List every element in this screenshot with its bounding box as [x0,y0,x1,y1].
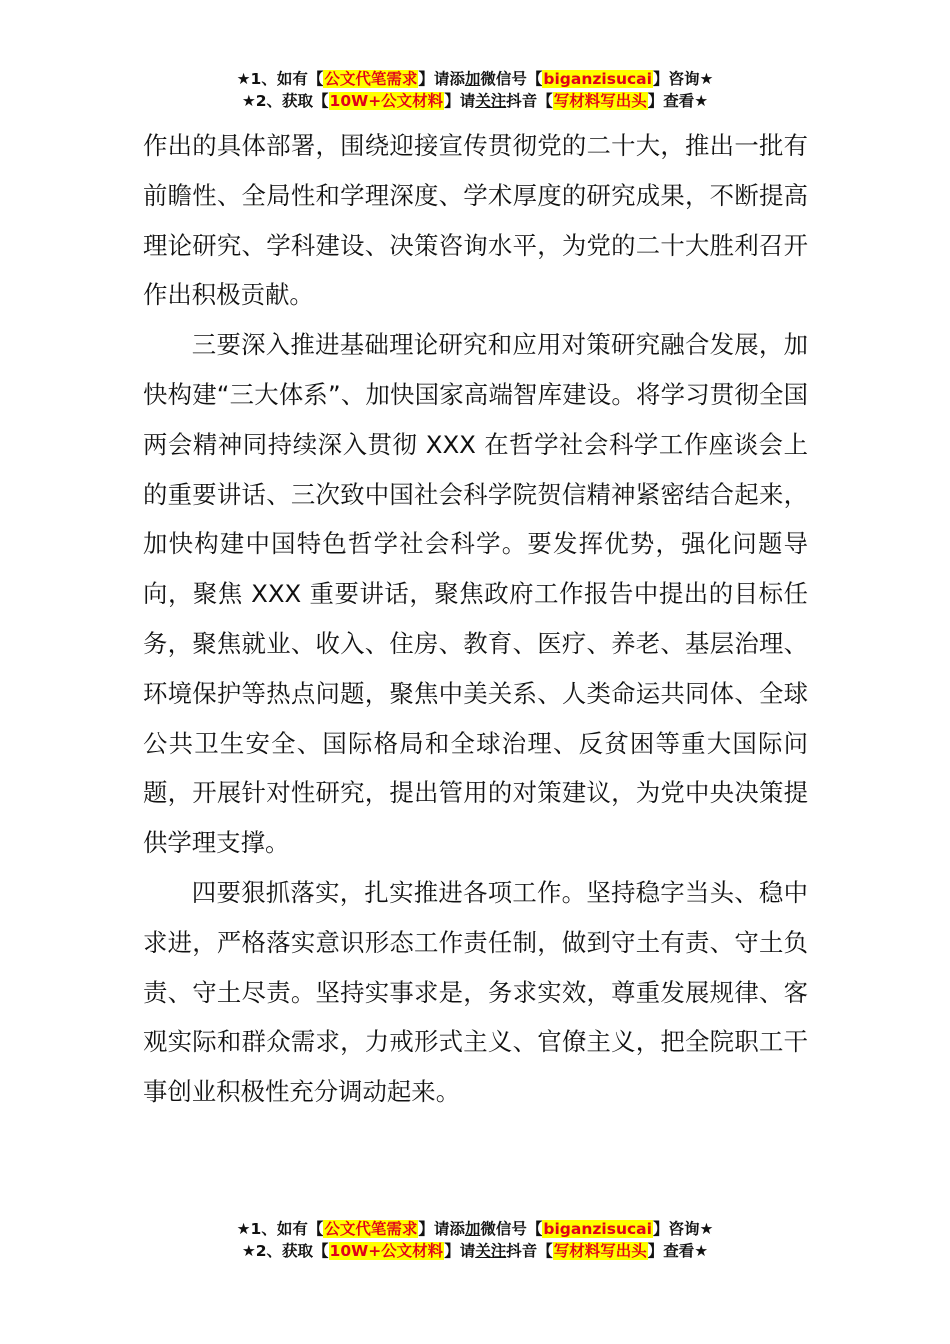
document-body [143,121,808,1117]
paragraph-continuation: 作出的具体部署，围绕迎接宣传贯彻党的二十大，推出一批有前瞻性、全局性和学理深度、学术厚度的研究成果，不断提高理论研究、学科建设、决策咨询水平，为党的二十大胜利召开作出积极贡献。 [143,131,808,310]
banner-text: 】请 [444,92,476,110]
banner-text: 】咨询★ [652,70,714,88]
highlight-douyin-name: 写材料写出头 [553,1242,647,1260]
banner-text: 微信号【 [480,1220,543,1238]
banner-text: ★1、如有【 [236,1220,324,1238]
banner-text-underlined: 加 [464,1220,481,1238]
highlight-wechat-id: biganzisucai [543,1220,652,1238]
paragraph-point-three: 三要深入推进基础理论研究和应用对策研究融合发展，加快构建“三大体系”、加快国家高端智库建设。将学习贯彻全国两会精神同持续深入贯彻 XXX 在哲学社会科学工作座谈会上的重要讲话、三次致中国社会科学院贺信精神紧密结合起来，加快构建中国特色哲学社会科学。要发挥优势，强化问题导向，聚焦 XXX 重要讲话，聚焦政府工作报告中提出的目标任务，聚焦就业、收入、住房、教育、医疗、养老、基层治理、环境保护等热点问题，聚焦中美关系、人类命运共同体、全球公共卫生安全、国际格局和全球治理、反贫困等重大国际问题，开展针对性研究，提出管用的对策建议，为党中央决策提供学理支撑。 [143,330,808,858]
banner-line-1 [0,1218,950,1240]
top-banner [0,68,950,112]
highlight-service: 公文代笔需求 [324,70,418,88]
banner-text-underlined: 关注 [475,1242,507,1260]
banner-text-underlined: 关注 [475,92,507,110]
banner-text: 】请添 [418,1220,465,1238]
banner-text: 】请 [444,1242,476,1260]
highlight-douyin-name: 写材料写出头 [553,92,647,110]
banner-text: 】查看★ [647,92,709,110]
banner-text: 】请添 [418,70,465,88]
banner-text: 】查看★ [647,1242,709,1260]
paragraph-point-four: 四要狠抓落实，扎实推进各项工作。坚持稳字当头、稳中求进，严格落实意识形态工作责任制，做到守土有责、守土负责、守土尽责。坚持实事求是，务求实效，尊重发展规律、客观实际和群众需求，力戒形式主义、官僚主义，把全院职工干事创业积极性充分调动起来。 [143,877,808,1107]
banner-line-2 [0,1240,950,1262]
banner-text: ★2、获取【 [241,92,329,110]
banner-line-2 [0,90,950,112]
banner-line-1 [0,68,950,90]
highlight-materials: 10W+公文材料 [329,1242,444,1260]
banner-text: 抖音【 [506,1242,553,1260]
highlight-wechat-id: biganzisucai [543,70,652,88]
banner-text-underlined: 加 [464,70,481,88]
banner-text: 微信号【 [480,70,543,88]
highlight-service: 公文代笔需求 [324,1220,418,1238]
banner-text: 】咨询★ [652,1220,714,1238]
bottom-banner [0,1218,950,1262]
banner-text: ★2、获取【 [241,1242,329,1260]
banner-text: 抖音【 [506,92,553,110]
highlight-materials: 10W+公文材料 [329,92,444,110]
banner-text: ★1、如有【 [236,70,324,88]
